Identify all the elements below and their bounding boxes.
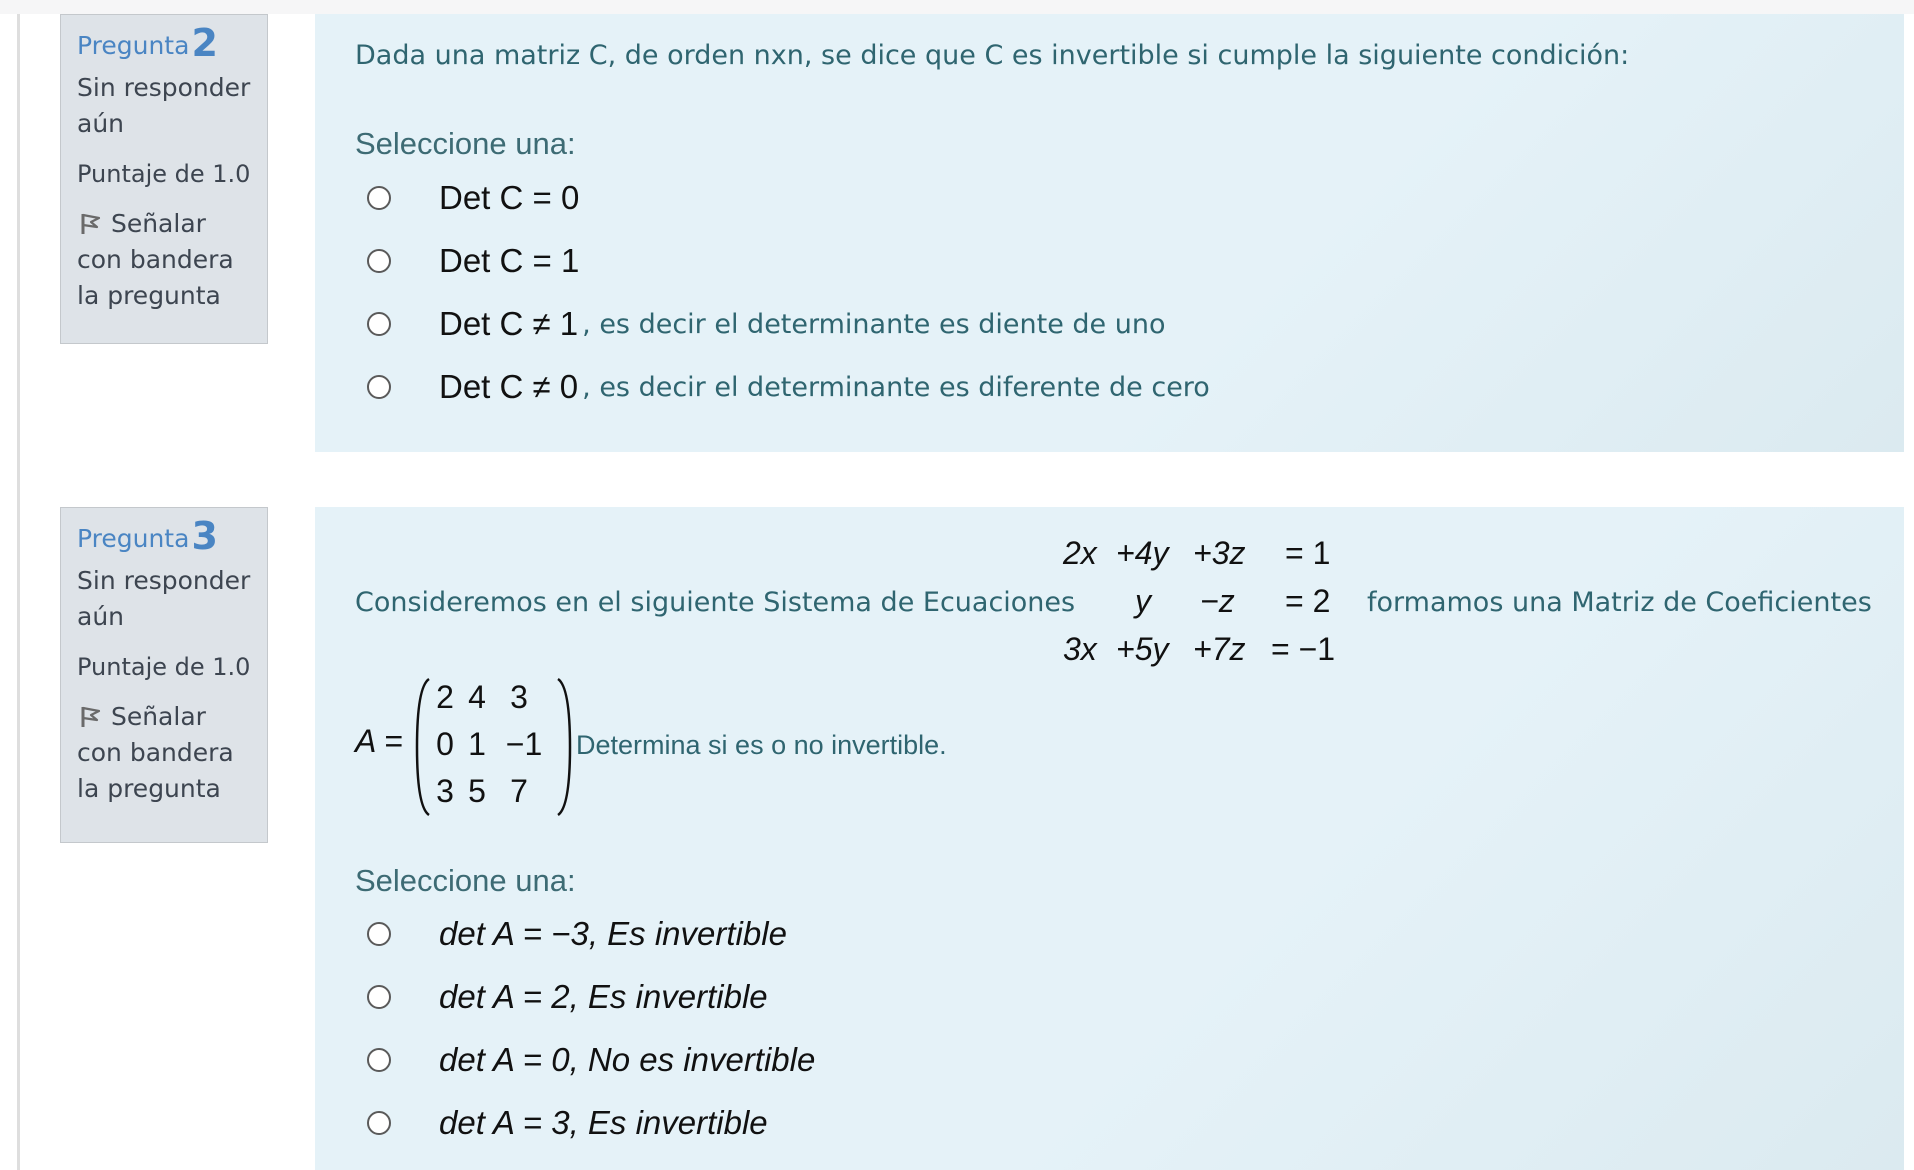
question-3-matrix-text: Determina si es o no invertible. [576, 730, 947, 760]
question-3-info [60, 507, 268, 843]
question-3-option[interactable]: det A = 0, No es invertible [367, 1040, 815, 1080]
question-2-option[interactable]: Det C ≠ 1 , es decir el determinante es diente de uno [367, 304, 1165, 344]
question-2-flag-button[interactable]: Señalar con bandera la pregunta [77, 209, 234, 310]
question-2-option[interactable]: Det C = 1 [367, 241, 583, 281]
radio-button[interactable] [367, 1048, 391, 1072]
matrix-label: A = [355, 723, 403, 759]
question-3-option[interactable]: det A = 3, Es invertible [367, 1103, 768, 1143]
question-2-content [315, 14, 1904, 452]
question-2-prompt: Seleccione una: [355, 126, 576, 161]
question-3-content [315, 507, 1904, 1170]
question-3-option[interactable]: det A = −3, Es invertible [367, 914, 787, 954]
question-3-text-before: Consideremos en el siguiente Sistema de Ecuaciones [355, 587, 1076, 618]
question-2-number: Pregunta2 [77, 21, 218, 65]
question-2-option[interactable]: Det C = 0 [367, 178, 583, 218]
top-bar [0, 0, 1914, 14]
question-2-mark: Puntaje de 1.0 [77, 160, 251, 188]
coefficient-matrix: A = 2 4 3 0 1 −1 3 5 7 Determina si es o no invertible. [355, 673, 955, 823]
flag-icon [77, 210, 103, 236]
radio-button[interactable] [367, 312, 391, 336]
radio-button[interactable] [367, 249, 391, 273]
question-3-text-after: formamos una Matriz de Coeficientes [1367, 587, 1872, 618]
left-rule [17, 14, 20, 1170]
radio-button[interactable] [367, 1111, 391, 1135]
radio-button[interactable] [367, 985, 391, 1009]
flag-icon [77, 703, 103, 729]
radio-button[interactable] [367, 186, 391, 210]
question-2-text: Dada una matriz C, de orden nxn, se dice que C es invertible si cumple la siguiente condición: [355, 40, 1630, 71]
question-2-info [60, 14, 268, 344]
question-3-state: Sin responder aún [77, 566, 251, 631]
matrix-right-bracket [554, 677, 574, 817]
question-3-prompt: Seleccione una: [355, 863, 576, 898]
radio-button[interactable] [367, 922, 391, 946]
question-3-flag-button[interactable]: Señalar con bandera la pregunta [77, 702, 234, 803]
question-3-option[interactable]: det A = 2, Es invertible [367, 977, 768, 1017]
question-3-number: Pregunta3 [77, 514, 218, 558]
question-2-state: Sin responder aún [77, 73, 251, 138]
question-3-mark: Puntaje de 1.0 [77, 653, 251, 681]
question-2-option[interactable]: Det C ≠ 0 , es decir el determinante es diferente de cero [367, 367, 1210, 407]
equation-system: 2x +4y +3z = 1 y −z = 2 3x +5y +7z = −1 [1063, 535, 1336, 667]
radio-button[interactable] [367, 375, 391, 399]
